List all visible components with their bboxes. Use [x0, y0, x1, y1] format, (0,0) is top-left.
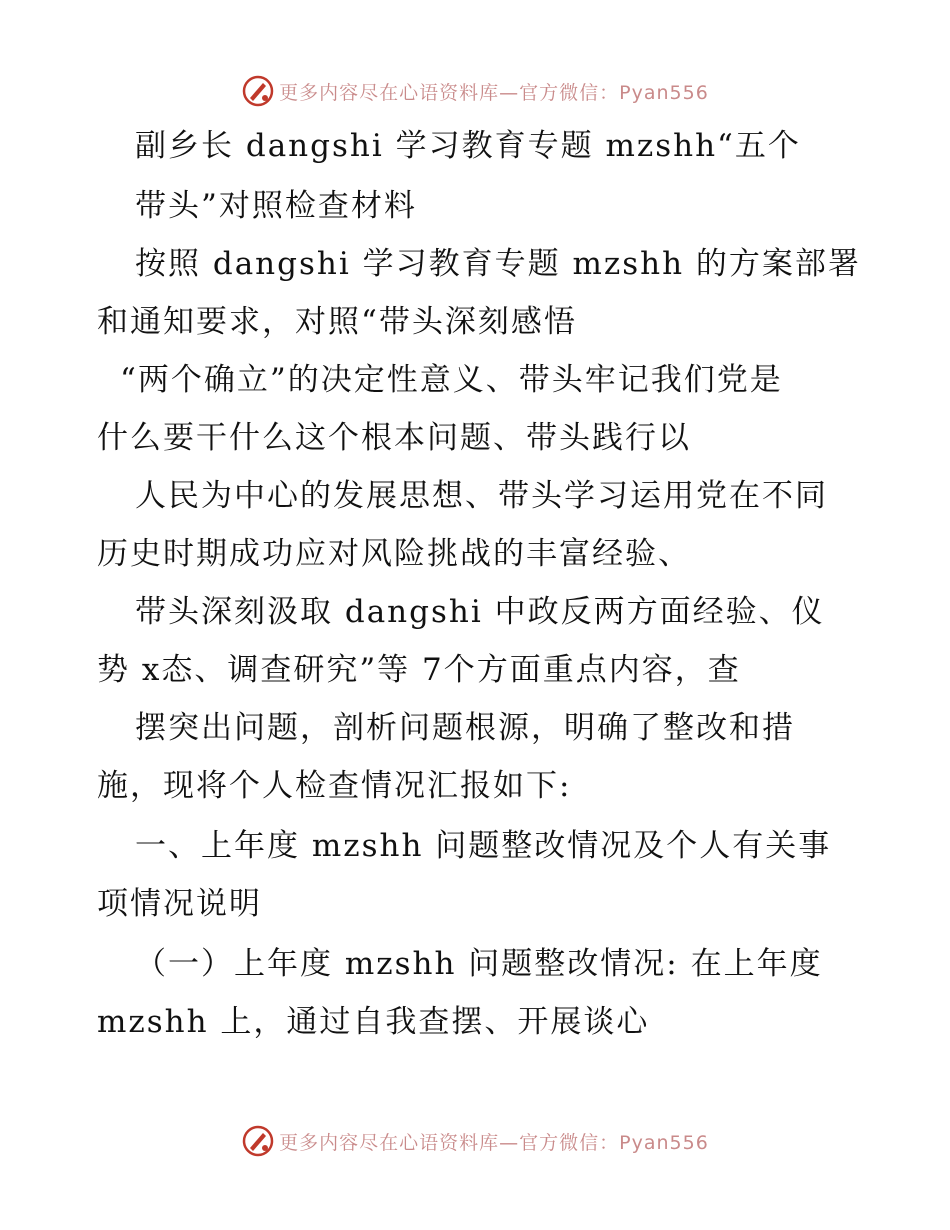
body-line: 和通知要求，对照“带头深刻感悟	[97, 304, 577, 340]
body-line: 摆突出问题，剖析问题根源，明确了整改和措	[135, 710, 795, 746]
header-watermark	[0, 71, 950, 111]
watermark-text: 更多内容尽在心语资料库—官方微信：Pyan556	[279, 81, 709, 104]
body-line: mzshh 上，通过自我查摆、开展谈心	[97, 1004, 650, 1040]
body-line: 历史时期成功应对风险挑战的丰富经验、	[97, 536, 691, 572]
body-line: 什么要干什么这个根本问题、带头践行以	[97, 420, 691, 456]
watermark-contact: Pyan556	[619, 1131, 709, 1154]
body-line: （一）上年度 mzshh 问题整改情况: 在上年度	[135, 946, 823, 982]
body-line: 带头深刻汲取 dangshi 中政反两方面经验、仪	[135, 594, 825, 630]
section-heading-line: 一、上年度 mzshh 问题整改情况及个人有关事	[135, 828, 832, 864]
body-line: 势 x态、调查研究”等 7个方面重点内容，查	[97, 652, 741, 688]
pen-seal-icon	[241, 74, 275, 108]
section-heading-line: 项情况说明	[97, 886, 262, 922]
pen-seal-icon	[241, 1124, 275, 1158]
document-title-line: 带头”对照检查材料	[135, 188, 417, 224]
body-line: “两个确立”的决定性意义、带头牢记我们党是	[120, 362, 783, 398]
document-title-line: 副乡长 dangshi 学习教育专题 mzshh“五个	[135, 128, 801, 164]
footer-watermark	[0, 1121, 950, 1161]
watermark-text: 更多内容尽在心语资料库—官方微信：Pyan556	[279, 1131, 709, 1154]
body-line: 按照 dangshi 学习教育专题 mzshh 的方案部署	[135, 246, 861, 282]
body-line: 施，现将个人检查情况汇报如下:	[97, 768, 572, 804]
watermark-contact: Pyan556	[619, 81, 709, 104]
body-line: 人民为中心的发展思想、带头学习运用党在不同	[135, 478, 828, 514]
